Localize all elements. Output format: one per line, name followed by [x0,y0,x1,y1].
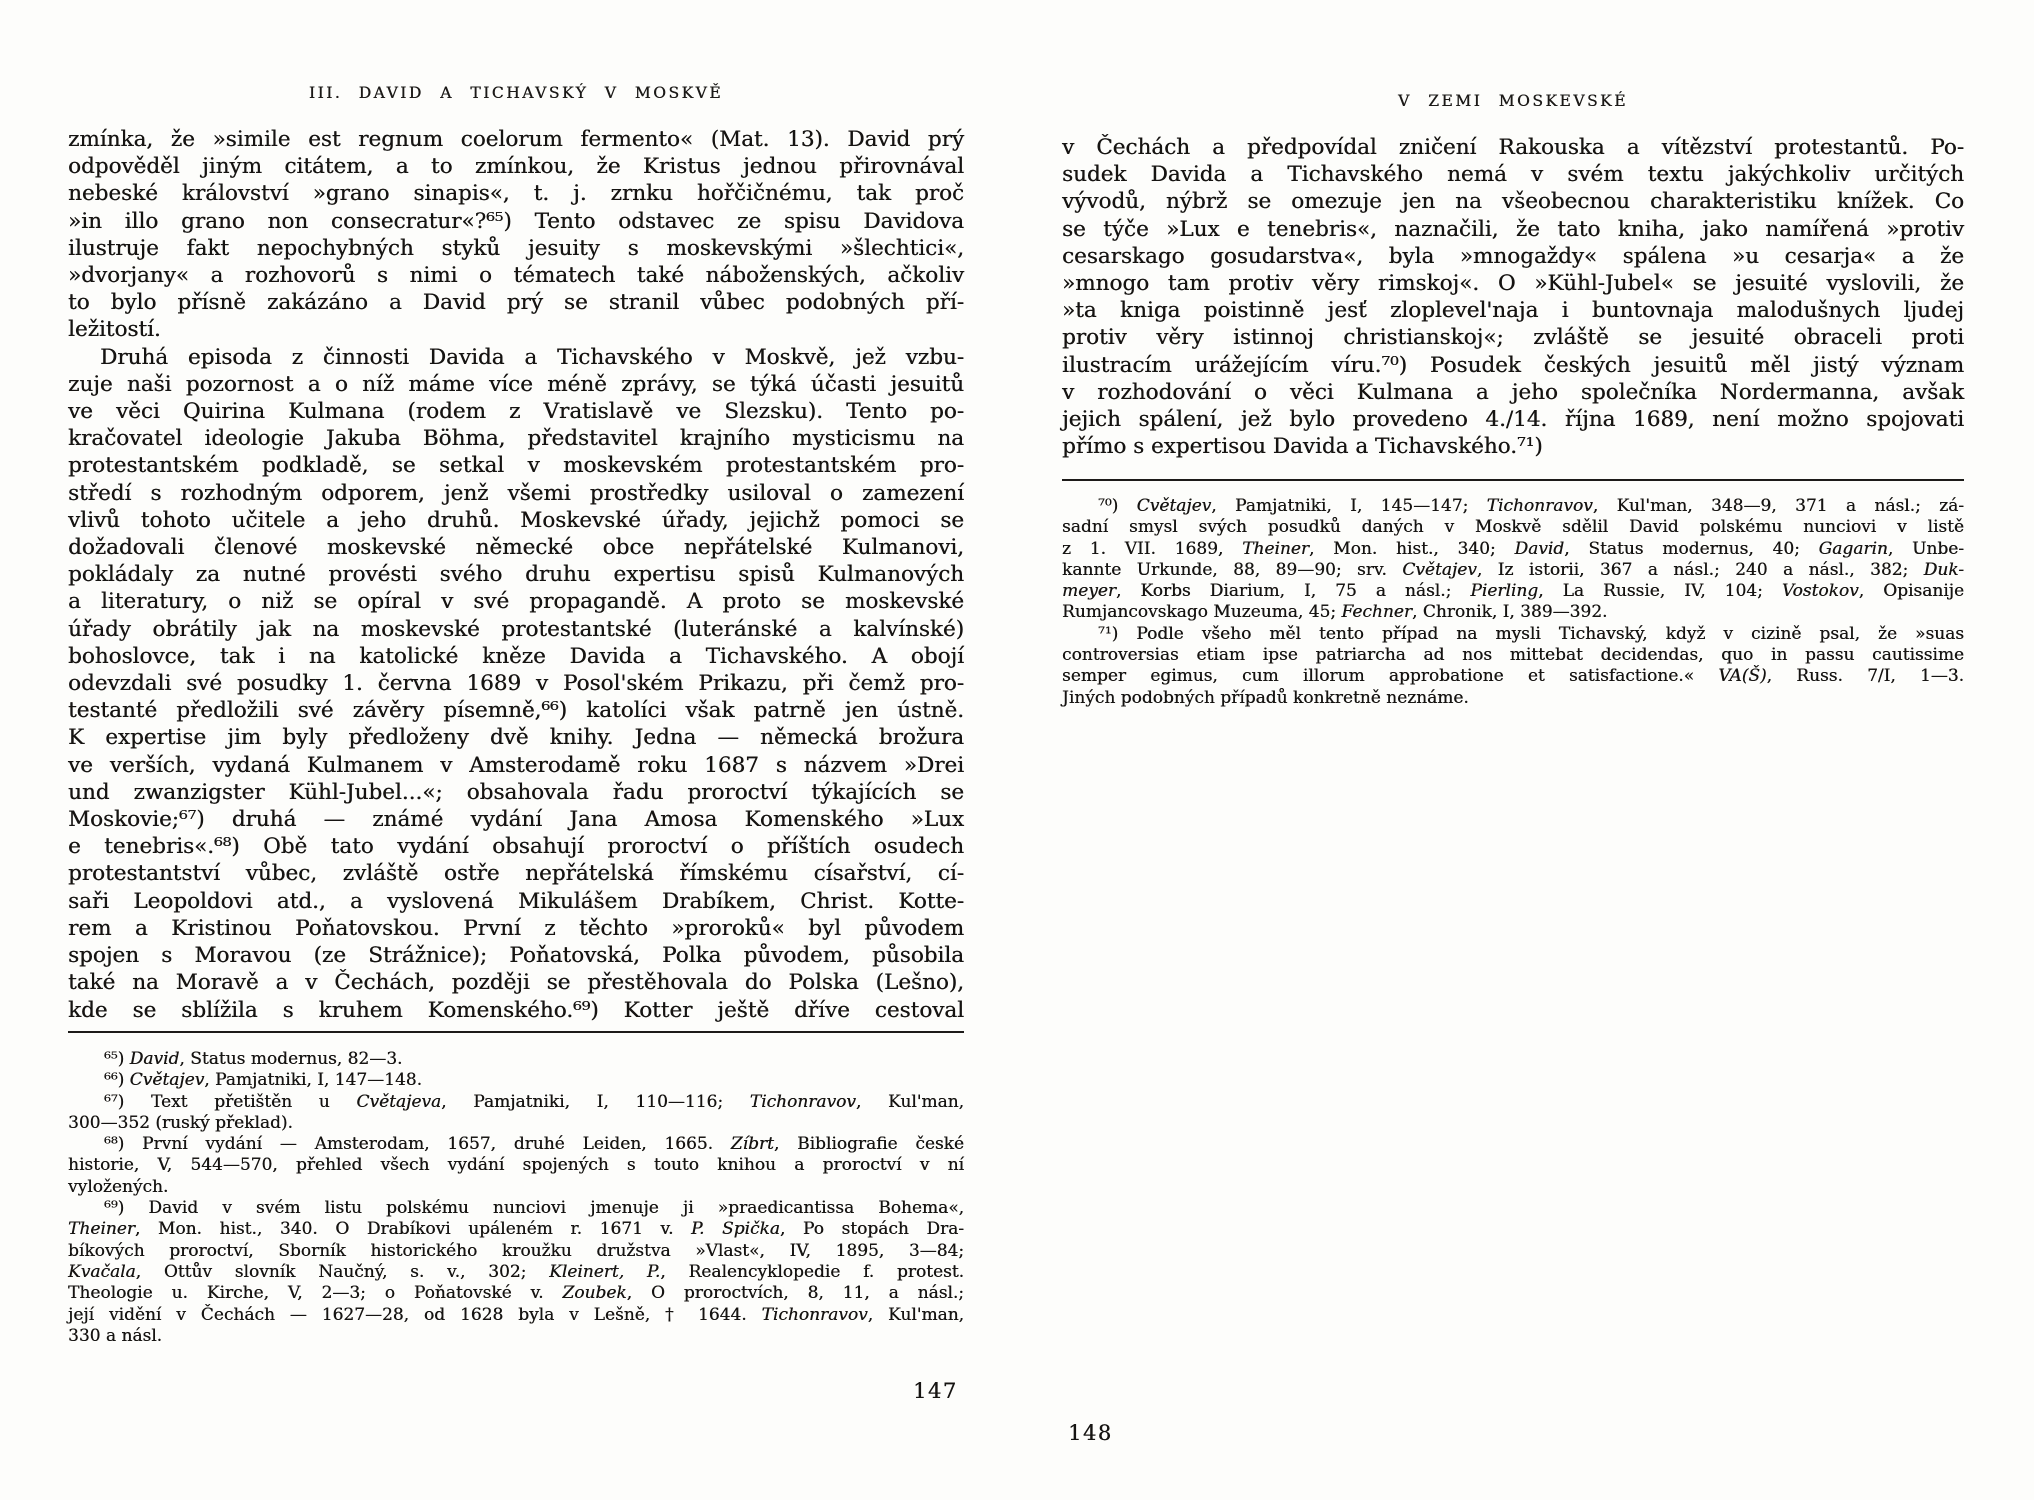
right-footnote-separator [1062,479,1964,481]
text-line: controversias etiam ipse patriarcha ad nos mittebat decidendas, quo in passu cautissime [1062,645,1964,666]
text-line: Druhá episoda z činnosti Davida a Tichavského v Moskvě, jež vzbu- [100,344,964,370]
text-line: testanté předložili své závěry písemně,⁶⁶) katolíci však patrně jen ústně. [68,698,964,724]
text-line: e tenebris«.⁶⁸) Obě tato vydání obsahují proroctví o příštích osudech [68,834,964,860]
text-line: Rumjancovskago Muzeuma, 45; Fechner, Chronik, I, 389—392. [1062,602,1608,623]
text-line: z 1. VII. 1689, Theiner, Mon. hist., 340; David, Status modernus, 40; Gagarin, Unbe- [1062,538,1964,559]
text-line: vývodů, nýbrž se omezuje jen na všeobecnou charakteristiku knížek. Co [1062,189,1964,215]
text-line: pokládaly za nutné provésti svého druhu expertisu spisů Kulmanových [68,562,964,588]
text-line: 300—352 (ruský překlad). [68,1112,293,1133]
right-page-number: 148 [1068,1421,1113,1445]
left-footnotes [68,1049,964,1347]
text-line: 330 a násl. [68,1325,163,1346]
text-line: v Čechách a předpovídal zničení Rakouska a vítězství protestantů. Po- [1062,135,1964,160]
text-line: ve verších, vydaná Kulmanem v Amsterodamě roku 1687 s názvem »Drei [68,752,964,778]
text-line: ⁶⁹) David v svém listu polskému nunciovi jmenuje ji »praedicantissa Bohema«, [104,1198,964,1219]
text-line: ve věci Quirina Kulmana (rodem z Vratislavě ve Slezsku). Tento po- [68,399,964,425]
text-line: jejich spálení, jež bylo provedeno 4./14. října 1689, není možno spojovati [1062,407,1964,433]
text-line: saři Leopoldovi atd., a vyslovená Mikulášem Drabíkem, Christ. Kotte- [68,888,964,914]
text-line: dožadovali členové moskevské německé obce nepřátelské Kulmanovi, [68,535,964,561]
text-line: v rozhodování o věci Kulmana a jeho společníka Nordermanna, avšak [1062,379,1964,405]
text-line: ⁶⁷) Text přetištěn u Cvětajeva, Pamjatniki, I, 110—116; Tichonravov, Kul'man, [104,1091,964,1112]
text-line: zmínka, že »simile est regnum coelorum fermento« (Mat. 13). David prý [68,127,964,152]
text-line: zuje naši pozornost a o níž máme více méně zprávy, se týká účasti jesuitů [68,371,964,397]
text-line: ⁶⁶) Cvětajev, Pamjatniki, I, 147—148. [104,1070,422,1091]
text-line: »mnogo tam protiv věry rimskoj«. O »Kühl-Jubel« se jesuité vyslovili, že [1062,271,1964,297]
text-line: také na Moravě a v Čechách, později se přestěhovala do Polska (Lešno), [68,970,964,996]
text-line: to bylo přísně zakázáno a David prý se stranil vůbec podobných pří- [68,290,964,316]
text-line: »dvorjany« a rozhovorů s nimi o tématech také náboženských, ačkoliv [68,263,964,289]
text-line: cesarskago gosudarstva«, byla »mnogaždy« spálena »u cesarja« a že [1062,243,1964,269]
text-line: vlivů tohoto učitele a jeho druhů. Moskevské úřady, jejichž pomoci se [68,507,964,533]
text-line: úřady obrátily jak na moskevské protestantské (luteránské a kalvínské) [68,616,964,642]
text-line: »in illo grano non consecratur«?⁶⁵) Tento odstavec ze spisu Davidova [68,208,964,234]
page-right [1062,0,1964,1500]
right-footnotes [1062,496,1964,709]
text-line: Jiných podobných případů konkretně neznáme. [1062,687,1469,708]
text-line: vyložených. [68,1176,169,1197]
text-line: odevzdali své posudky 1. června 1689 v Posol'ském Prikazu, při čemž pro- [68,671,964,697]
text-line: spojen s Moravou (ze Strážnice); Poňatovská, Polka původem, působila [68,943,964,969]
text-line: Kvačala, Ottův slovník Naučný, s. v., 302; Kleinert, P., Realencyklopedie f. protest. [68,1261,965,1282]
text-line: meyer, Korbs Diarium, I, 75 a násl.; Pierling, La Russie, IV, 104; Vostokov, Opisanije [1062,581,1965,602]
text-line: nebeské království »grano sinapis«, t. j. zrnku hořčičnému, tak proč [68,181,964,207]
text-line: protiv věry istinnoj christianskoj«; zvláště se jesuité obraceli proti [1062,325,1964,351]
text-line: ⁷⁰) Cvětajev, Pamjatniki, I, 145—147; Tichonravov, Kul'man, 348—9, 371 a násl.; zá- [1098,496,1964,516]
text-line: sadní smysl svých posudků daných v Moskvě sdělil David polskému nunciovi v listě [1062,517,1964,538]
text-line: odpověděl jiným citátem, a to zmínkou, že Kristus jednou přirovnával [68,154,964,180]
right-body-text [1062,134,1964,460]
text-line: »ta kniga poistinně jesť zloplevel'naja i buntovnaja malodušnych ljudej [1062,298,1964,324]
text-line: bíkových proroctví, Sborník historického kroužku družstva »Vlast«, IV, 1895, 3—84; [68,1240,964,1261]
text-line: kannte Urkunde, 88, 89—90; srv. Cvětajev, Iz istorii, 367 a násl.; 240 a násl., 382; Duk- [1062,559,1964,580]
right-running-head: V ZEMI MOSKEVSKÉ [1398,92,1628,110]
text-line: její vidění v Čechách — 1627—28, od 1628 byla v Lešně, † 1644. Tichonravov, Kul'man, [68,1304,964,1325]
text-line: středí s rozhodným odporem, jenž všemi prostředky usiloval o zamezení [68,480,964,506]
page-left [68,0,964,1500]
left-running-head: III. DAVID A TICHAVSKÝ V MOSKVĚ [308,84,724,102]
text-line: ilustruje fakt nepochybných styků jesuity s moskevskými »šlechtici«, [68,235,964,261]
text-line: protestantství vůbec, zvláště ostře nepřátelská římskému císařství, cí- [68,861,964,887]
text-line: protestantském podkladě, se setkal v moskevském protestantském pro- [68,453,964,479]
text-line: ⁶⁸) První vydání — Amsterodam, 1657, druhé Leiden, 1665. Zíbrt, Bibliografie české [104,1134,964,1155]
left-page-number: 147 [913,1379,958,1403]
text-line: se týče »Lux e tenebris«, naznačili, že tato kniha, jako namířená »protiv [1062,216,1964,242]
text-line: ⁷¹) Podle všeho měl tento případ na mysli Tichavský, když v cizině psal, že »suas [1098,623,1964,644]
text-line: semper egimus, cum illorum approbatione et satisfactione.« VA(Š), Russ. 7/I, 1—3. [1062,666,1964,687]
text-line: ležitostí. [68,317,161,343]
text-line: Theologie u. Kirche, V, 2—3; o Poňatovské v. Zoubek, O proroctvích, 8, 11, a násl.; [68,1283,964,1304]
text-line: ⁶⁵) David, Status modernus, 82—3. [104,1049,403,1069]
text-line: historie, V, 544—570, přehled všech vydání spojených s touto knihou a proroctví v ní [68,1155,964,1176]
text-line: Theiner, Mon. hist., 340. O Drabíkovi upáleném r. 1671 v. P. Spička, Po stopách Dra- [68,1219,964,1240]
text-line: ilustracím urážejícím víru.⁷⁰) Posudek českých jesuitů měl jistý význam [1062,352,1964,378]
text-line: sudek Davida a Tichavského nemá v svém textu jakýchkoliv určitých [1062,162,1964,188]
left-body-text [68,126,964,1024]
text-line: und zwanzigster Kühl-Jubel...«; obsahovala řadu proroctví týkajících se [68,779,964,805]
text-line: Moskovie;⁶⁷) druhá — známé vydání Jana Amosa Komenského »Lux [68,807,964,833]
text-line: rem a Kristinou Poňatovskou. První z těchto »proroků« byl původem [68,915,964,941]
text-line: a literatury, o niž se opíral v své propagandě. A proto se moskevské [68,589,964,615]
text-line: kde se sblížila s kruhem Komenského.⁶⁹) Kotter ještě dříve cestoval [68,997,964,1023]
text-line: přímo s expertisou Davida a Tichavského.⁷¹) [1062,434,1543,460]
text-line: K expertise jim byly předloženy dvě knihy. Jedna — německá brožura [68,725,964,751]
text-line: bohoslovce, tak i na katolické kněze Davida a Tichavského. A obojí [68,643,964,669]
left-footnote-separator [68,1031,964,1033]
text-line: kračovatel ideologie Jakuba Böhma, představitel krajního mysticismu na [68,426,964,452]
